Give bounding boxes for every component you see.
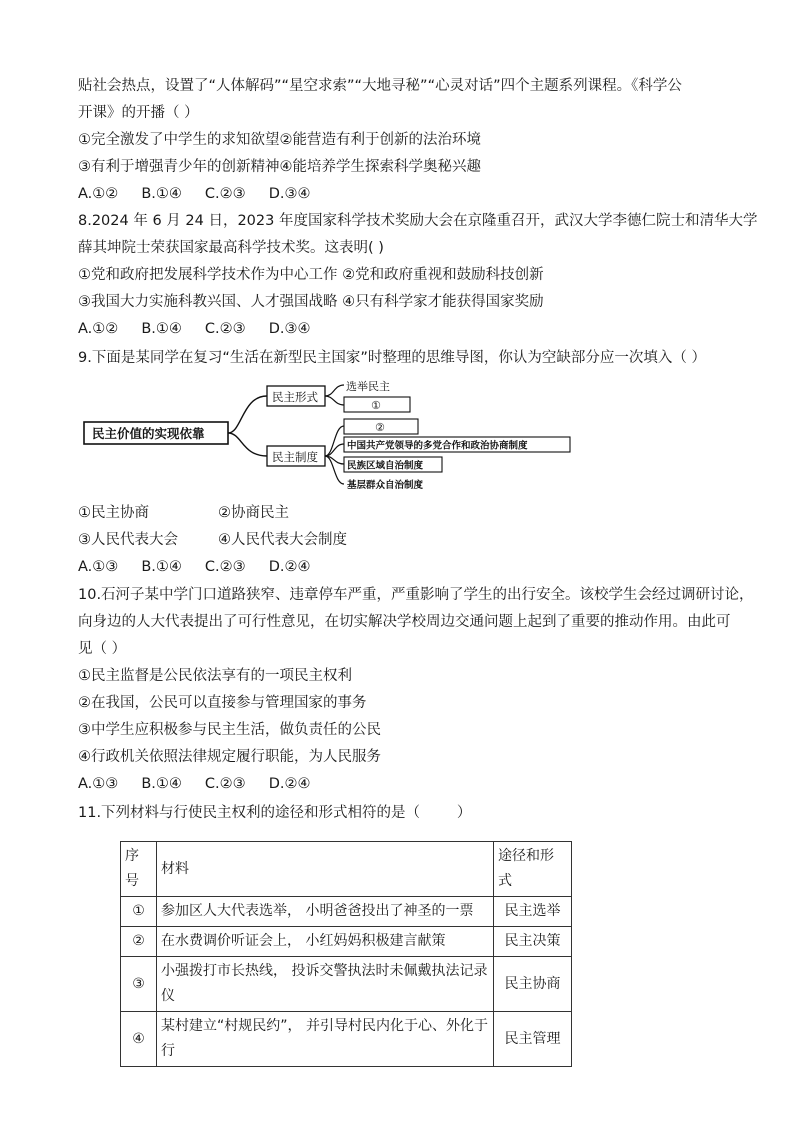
table-row (121, 1012, 572, 1067)
q7-statements-2: ③有利于增强青少年的创新精神④能培养学生探索科学奥秘兴趣 (78, 159, 481, 175)
q9-choice-2: ②协商民主 (218, 505, 289, 521)
mind-map-branch2-item-3: 民族区域自治制度 (347, 460, 424, 472)
q9-choice-4: ④人民代表大会制度 (218, 532, 347, 548)
mind-map-branch1-item-1: 选举民主 (346, 380, 390, 393)
q10-statement-4: ④行政机关依照法律规定履行职能，为人民服务 (78, 749, 381, 765)
table-header-no: 序号 (121, 842, 157, 897)
mind-map-blank-1: ① (371, 399, 381, 412)
q10-statement-1: ①民主监督是公民依法享有的一项民主权利 (78, 668, 352, 684)
q10-stem-line-1: 10.石河子某中学门口道路狭窄、违章停车严重，严重影响了学生的出行安全。该校学生会经过调研讨论， (78, 587, 754, 603)
table-cell-no: ① (121, 897, 157, 927)
table-cell-material: 在水费调价听证会上， 小红妈妈积极建言献策 (157, 927, 494, 957)
table-cell-form: 民主决策 (494, 927, 572, 957)
table-cell-form: 民主管理 (494, 1012, 572, 1067)
q7-stem-line-1: 贴社会热点，设置了“人体解码”“星空求索”“大地寻秘”“心灵对话”四个主题系列课程。《科学公 (78, 78, 682, 94)
q11-table (120, 841, 572, 1067)
table-row (121, 897, 572, 927)
table-cell-material: 参加区人大代表选举， 小明爸爸投出了神圣的一票 (157, 897, 494, 927)
table-cell-no: ② (121, 927, 157, 957)
q9-choice-3: ③人民代表大会 (78, 532, 178, 548)
table-cell-material: 某村建立“村规民约”， 并引导村民内化于心、外化于行 (157, 1012, 494, 1067)
q9-options: A.①③ B.①④ C.②③ D.②④ (78, 559, 311, 575)
table-cell-no: ④ (121, 1012, 157, 1067)
q10-stem-line-3: 见（ ） (78, 641, 127, 657)
q9-stem: 9.下面是某同学在复习“生活在新型民主国家”时整理的思维导图，你认为空缺部分应一次填入（ ） (78, 350, 706, 366)
table-cell-no: ③ (121, 957, 157, 1012)
mind-map-root: 民主价值的实现依靠 (92, 426, 205, 441)
mind-map-blank-2: ② (375, 421, 385, 434)
table-row (121, 927, 572, 957)
q10-stem-line-2: 向身边的人大代表提出了可行性意见，在切实解决学校周边交通问题上起到了重要的推动作用。由此可 (78, 614, 731, 630)
mind-map-branch2-item-4: 基层群众自治制度 (347, 480, 424, 491)
q8-stem-line-2: 薛其坤院士荣获国家最高科学技术奖。这表明( ) (78, 240, 384, 256)
table-header-row (121, 842, 572, 897)
q7-statements-1: ①完全激发了中学生的求知欲望②能营造有利于创新的法治环境 (78, 132, 481, 148)
q8-statements-2: ③我国大力实施科教兴国、人才强国战略 ④只有科学家才能获得国家奖励 (78, 294, 544, 310)
q10-statement-2: ②在我国，公民可以直接参与管理国家的事务 (78, 695, 367, 711)
q7-stem-line-2: 开课》的开播（ ） (78, 105, 199, 121)
table-cell-material: 小强拨打市长热线， 投诉交警执法时未佩戴执法记录仪 (157, 957, 494, 1012)
table-cell-form: 民主选举 (494, 897, 572, 927)
mind-map-branch1: 民主形式 (272, 390, 318, 404)
table-header-material: 材料 (157, 842, 494, 897)
table-header-form: 途径和形式 (494, 842, 572, 897)
q9-choice-1: ①民主协商 (78, 505, 149, 521)
q11-stem: 11.下列材料与行使民主权利的途径和形式相符的是（ ） (78, 805, 472, 821)
q8-options: A.①② B.①④ C.②③ D.③④ (78, 321, 311, 337)
mind-map-diagram (82, 380, 582, 492)
q7-options: A.①② B.①④ C.②③ D.③④ (78, 186, 311, 202)
mind-map-branch2: 民主制度 (272, 450, 318, 464)
q8-stem-line-1: 8.2024 年 6 月 24 日，2023 年度国家科学技术奖励大会在京隆重召开，武汉大学李德仁院士和清华大学 (78, 213, 758, 229)
table-cell-form: 民主协商 (494, 957, 572, 1012)
q10-statement-3: ③中学生应积极参与民主生活，做负责任的公民 (78, 722, 381, 738)
q10-options: A.①③ B.①④ C.②③ D.②④ (78, 776, 311, 792)
table-row (121, 957, 572, 1012)
mind-map-branch2-item-2: 中国共产党领导的多党合作和政治协商制度 (347, 440, 528, 452)
q8-statements-1: ①党和政府把发展科学技术作为中心工作 ②党和政府重视和鼓励科技创新 (78, 267, 544, 283)
